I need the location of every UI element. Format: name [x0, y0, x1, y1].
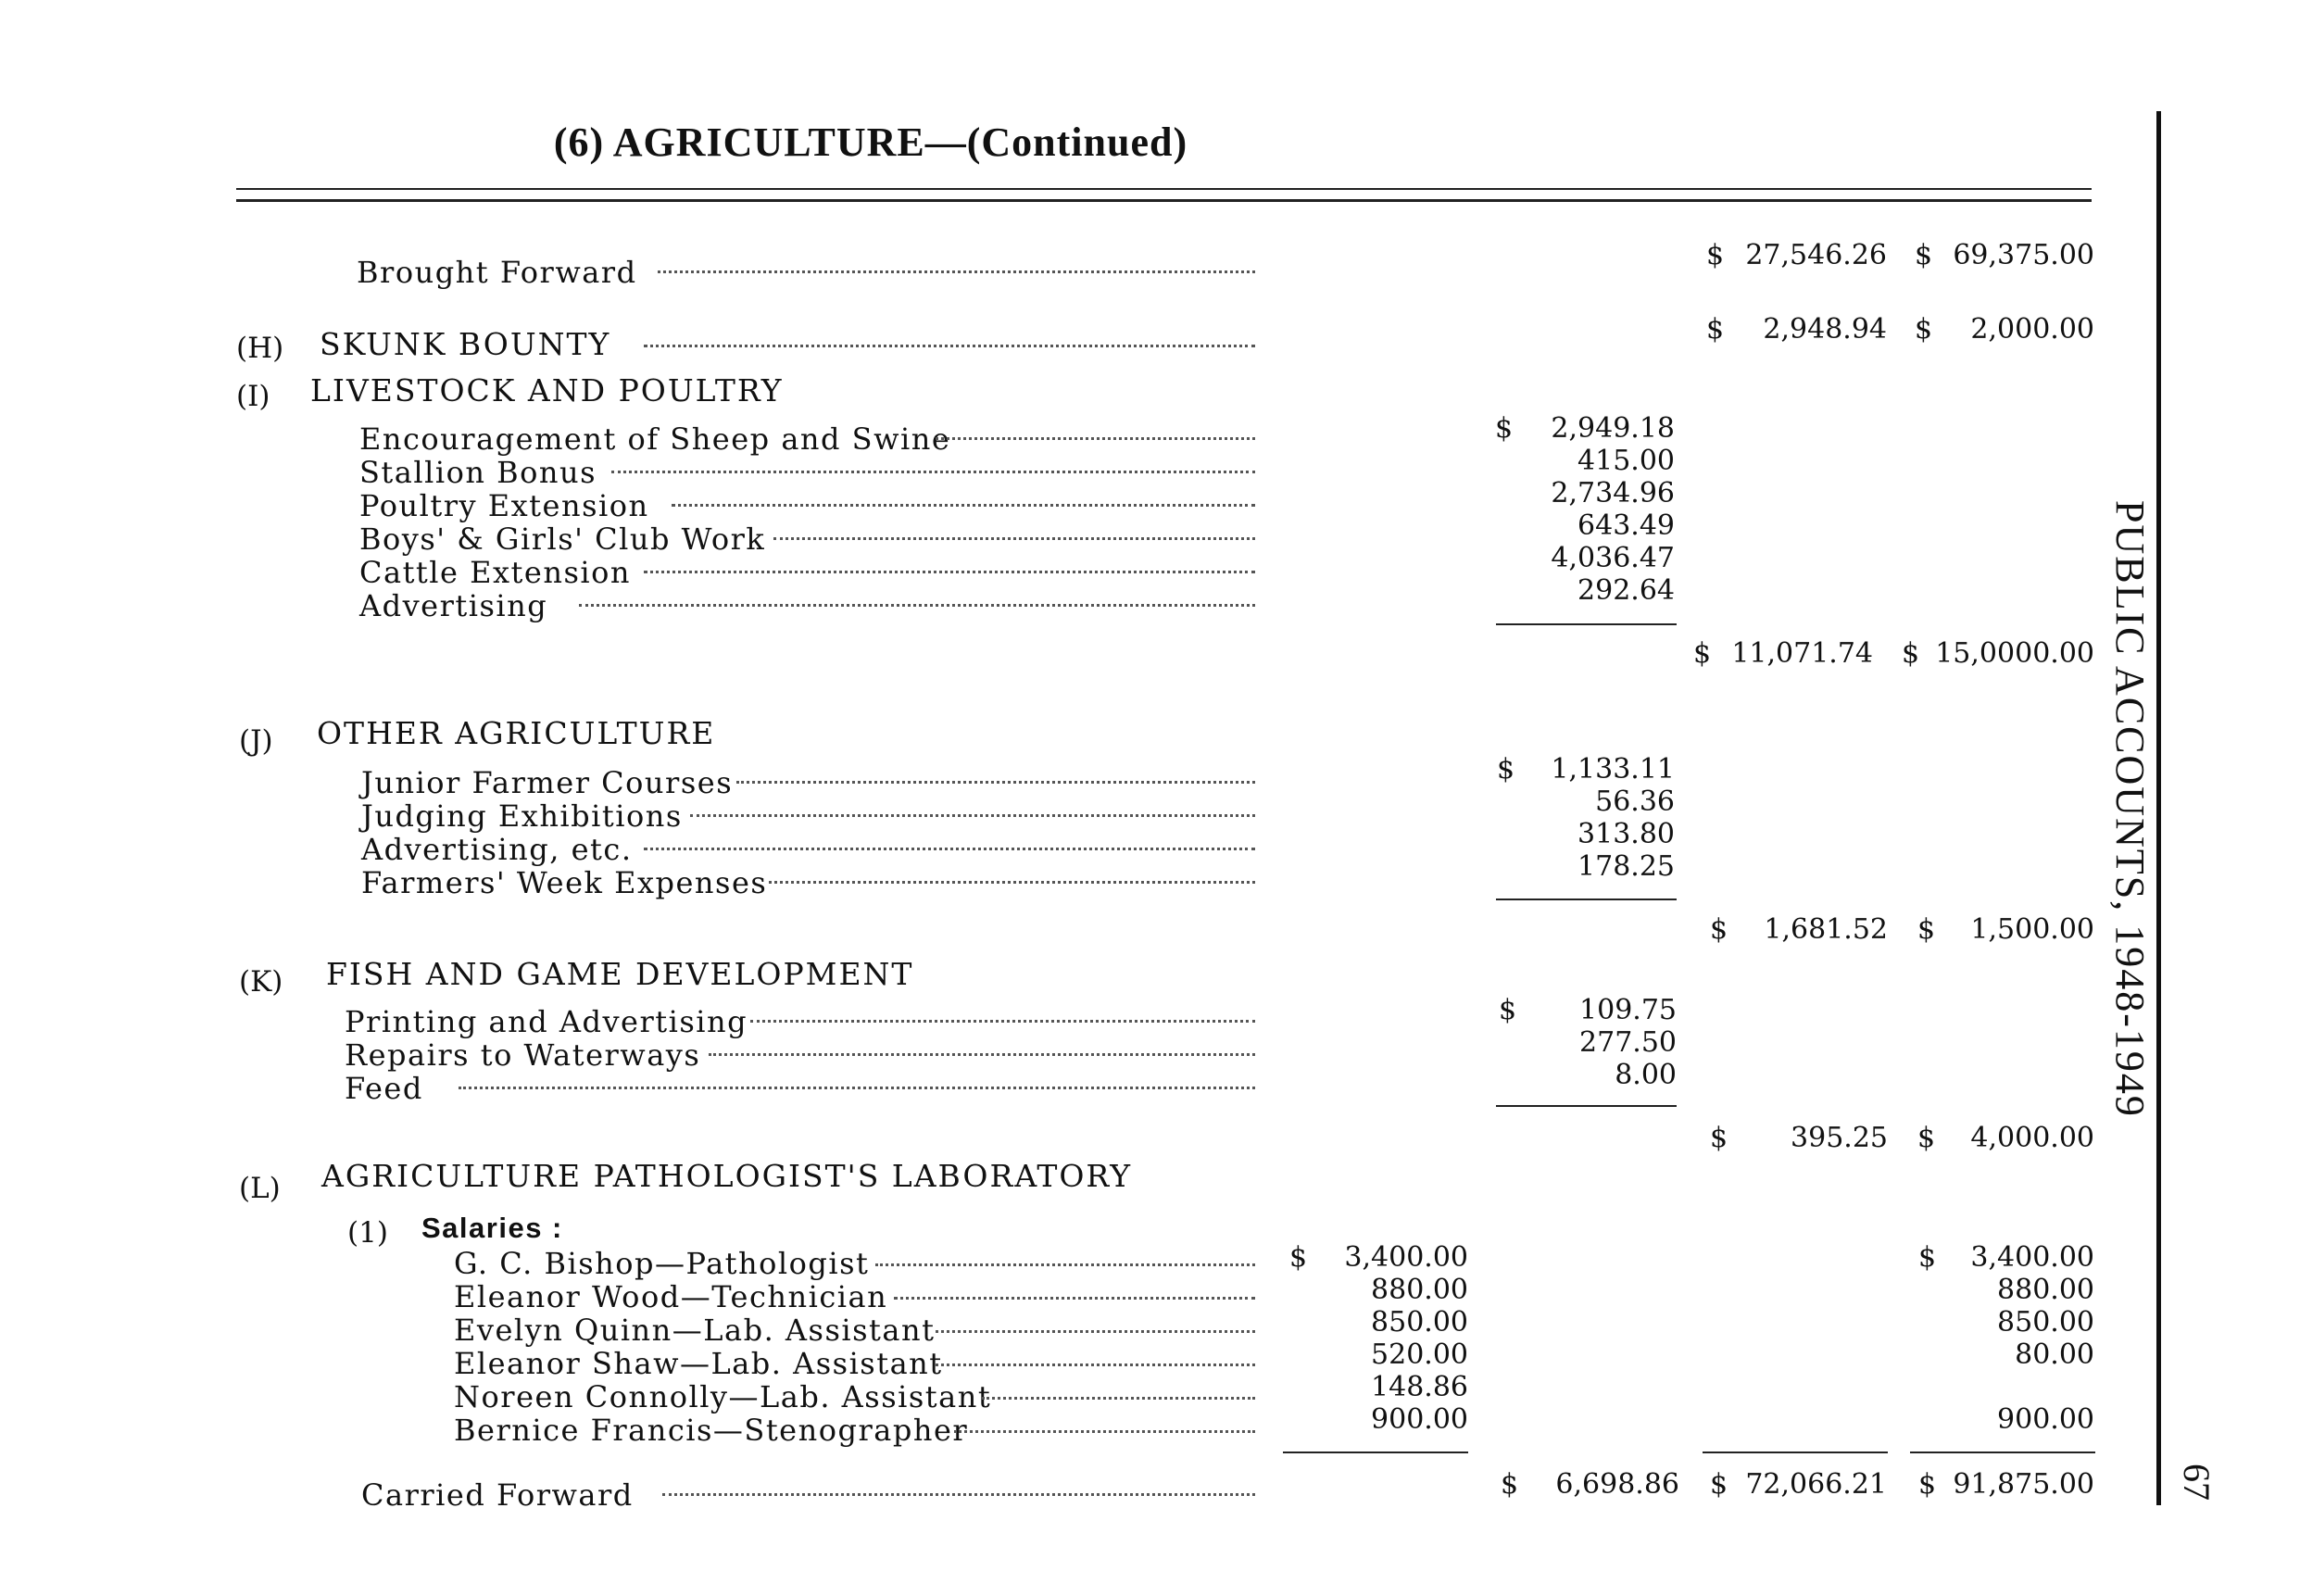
dollar-sign: $: [1917, 913, 1936, 946]
salary-amount: 900.00: [1371, 1403, 1468, 1436]
section-code: (J): [239, 724, 273, 758]
page-number: 67: [2176, 1464, 2218, 1501]
leader-dots: [894, 1297, 1255, 1300]
line-item-amount: 415.00: [1577, 445, 1675, 477]
section-title: OTHER AGRICULTURE: [317, 715, 716, 751]
brought-forward-col3: 27,546.26: [1745, 239, 1887, 271]
side-title: PUBLIC ACCOUNTS, 1948-1949: [2107, 500, 2153, 1118]
leader-dots: [459, 1087, 1255, 1089]
section-title: FISH AND GAME DEVELOPMENT: [326, 956, 914, 992]
salary-label: G. C. Bishop—Pathologist: [454, 1246, 870, 1281]
section-j-col4: 1,500.00: [1970, 913, 2094, 946]
section-j-col3: 1,681.52: [1764, 913, 1888, 946]
dollar-sign: $: [1710, 1122, 1728, 1154]
section-code: (K): [239, 965, 283, 999]
dollar-sign: $: [1915, 313, 1933, 346]
leader-dots: [936, 437, 1255, 440]
salary-estimate: 850.00: [1997, 1306, 2094, 1338]
line-item-label: Advertising: [359, 588, 548, 623]
line-item-amount: 643.49: [1577, 509, 1675, 542]
carried-forward-col2: 6,698.86: [1555, 1468, 1679, 1501]
salary-label: Evelyn Quinn—Lab. Assistant: [454, 1313, 936, 1348]
subtotal-rule: [1703, 1451, 1888, 1453]
line-item-label: Printing and Advertising: [345, 1004, 748, 1039]
leader-dots: [875, 1263, 1255, 1266]
leader-dots: [644, 345, 1255, 347]
section-i-col3: 11,071.74: [1731, 637, 1873, 670]
line-item-amount: 2,949.18: [1551, 412, 1675, 445]
subtotal-rule: [1496, 899, 1677, 900]
leader-dots: [709, 1053, 1255, 1056]
section-k-col3: 395.25: [1791, 1122, 1888, 1154]
section-h-col3: 2,948.94: [1763, 313, 1887, 346]
page-title: (6) AGRICULTURE—(Continued): [553, 119, 1188, 165]
salary-label: Noreen Connolly—Lab. Assistant: [454, 1379, 992, 1414]
leader-dots: [672, 504, 1255, 507]
leader-dots: [773, 537, 1255, 540]
dollar-sign: $: [1918, 1241, 1937, 1274]
line-item-label: Encouragement of Sheep and Swine: [359, 421, 951, 457]
leader-dots: [954, 1430, 1255, 1433]
line-item-label: Stallion Bonus: [359, 455, 597, 490]
salary-estimate: 900.00: [1997, 1403, 2094, 1436]
salary-amount: 148.86: [1371, 1371, 1468, 1403]
subtotal-rule: [1496, 1105, 1677, 1107]
line-item-amount: 4,036.47: [1551, 542, 1675, 574]
leader-dots: [769, 881, 1255, 884]
section-code: (L): [239, 1172, 281, 1205]
dollar-sign: $: [1499, 994, 1517, 1026]
line-item-label: Farmers' Week Expenses: [361, 865, 768, 900]
line-item-amount: 277.50: [1579, 1026, 1677, 1059]
carried-forward-col3: 72,066.21: [1745, 1468, 1887, 1501]
line-item-amount: 1,133.11: [1551, 753, 1675, 785]
section-k-col4: 4,000.00: [1970, 1122, 2094, 1154]
header-rule-double: [236, 199, 2092, 202]
dollar-sign: $: [1706, 239, 1725, 271]
salary-label: Eleanor Wood—Technician: [454, 1279, 888, 1314]
subsection-title: Salaries :: [421, 1212, 563, 1244]
leader-dots: [736, 781, 1255, 784]
leader-dots: [750, 1020, 1255, 1023]
line-item-amount: 8.00: [1615, 1059, 1677, 1091]
leader-dots: [936, 1330, 1255, 1333]
salary-label: Eleanor Shaw—Lab. Assistant: [454, 1346, 943, 1381]
leader-dots: [658, 270, 1255, 273]
line-item-amount: 56.36: [1595, 785, 1675, 818]
section-title: LIVESTOCK AND POULTRY: [310, 372, 784, 408]
dollar-sign: $: [1710, 913, 1728, 946]
dollar-sign: $: [1706, 313, 1725, 346]
dollar-sign: $: [1289, 1241, 1308, 1274]
line-item-amount: 178.25: [1577, 850, 1675, 883]
carried-forward-col4: 91,875.00: [1953, 1468, 2094, 1501]
section-i-col4: 15,0000.00: [1935, 637, 2094, 670]
leader-dots: [579, 604, 1255, 607]
subsection-code: (1): [347, 1216, 388, 1250]
subtotal-rule: [1910, 1451, 2095, 1453]
brought-forward-label: Brought Forward: [357, 255, 637, 290]
dollar-sign: $: [1902, 637, 1920, 670]
dollar-sign: $: [1501, 1468, 1519, 1501]
leader-dots: [690, 814, 1255, 817]
line-item-amount: 292.64: [1577, 574, 1675, 607]
dollar-sign: $: [1497, 753, 1515, 785]
leader-dots: [982, 1397, 1255, 1400]
salary-estimate: 3,400.00: [1970, 1241, 2094, 1274]
section-code: (H): [236, 332, 284, 365]
section-code: (I): [236, 380, 270, 413]
margin-line: [2156, 111, 2161, 1505]
line-item-label: Junior Farmer Courses: [361, 765, 734, 800]
line-item-label: Boys' & Girls' Club Work: [359, 522, 766, 557]
salary-amount: 850.00: [1371, 1306, 1468, 1338]
subtotal-rule: [1283, 1451, 1468, 1453]
brought-forward-col4: 69,375.00: [1953, 239, 2094, 271]
salary-amount: 880.00: [1371, 1274, 1468, 1306]
dollar-sign: $: [1917, 1122, 1936, 1154]
salary-estimate: 880.00: [1997, 1274, 2094, 1306]
dollar-sign: $: [1495, 412, 1514, 445]
line-item-label: Judging Exhibitions: [361, 798, 683, 834]
salary-amount: 520.00: [1371, 1338, 1468, 1371]
line-item-amount: 313.80: [1577, 818, 1675, 850]
line-item-label: Cattle Extension: [359, 555, 631, 590]
dollar-sign: $: [1918, 1468, 1937, 1501]
dollar-sign: $: [1710, 1468, 1728, 1501]
leader-dots: [644, 571, 1255, 573]
line-item-label: Advertising, etc.: [361, 832, 633, 867]
leader-dots: [936, 1364, 1255, 1366]
dollar-sign: $: [1693, 637, 1712, 670]
leader-dots: [662, 1493, 1255, 1496]
line-item-amount: 2,734.96: [1551, 477, 1675, 509]
header-rule: [236, 188, 2092, 190]
salary-amount: 3,400.00: [1344, 1241, 1468, 1274]
salary-label: Bernice Francis—Stenographer: [454, 1413, 969, 1448]
section-h-col4: 2,000.00: [1970, 313, 2094, 346]
salary-estimate: 80.00: [2015, 1338, 2094, 1371]
section-title: SKUNK BOUNTY: [320, 326, 611, 362]
section-title: AGRICULTURE PATHOLOGIST'S LABORATORY: [321, 1158, 1133, 1194]
subtotal-rule: [1496, 623, 1677, 625]
line-item-label: Poultry Extension: [359, 488, 649, 523]
leader-dots: [644, 848, 1255, 850]
line-item-label: Feed: [345, 1071, 423, 1106]
leader-dots: [611, 471, 1255, 473]
carried-forward-label: Carried Forward: [361, 1477, 634, 1513]
line-item-label: Repairs to Waterways: [345, 1037, 701, 1073]
line-item-amount: 109.75: [1579, 994, 1677, 1026]
dollar-sign: $: [1915, 239, 1933, 271]
